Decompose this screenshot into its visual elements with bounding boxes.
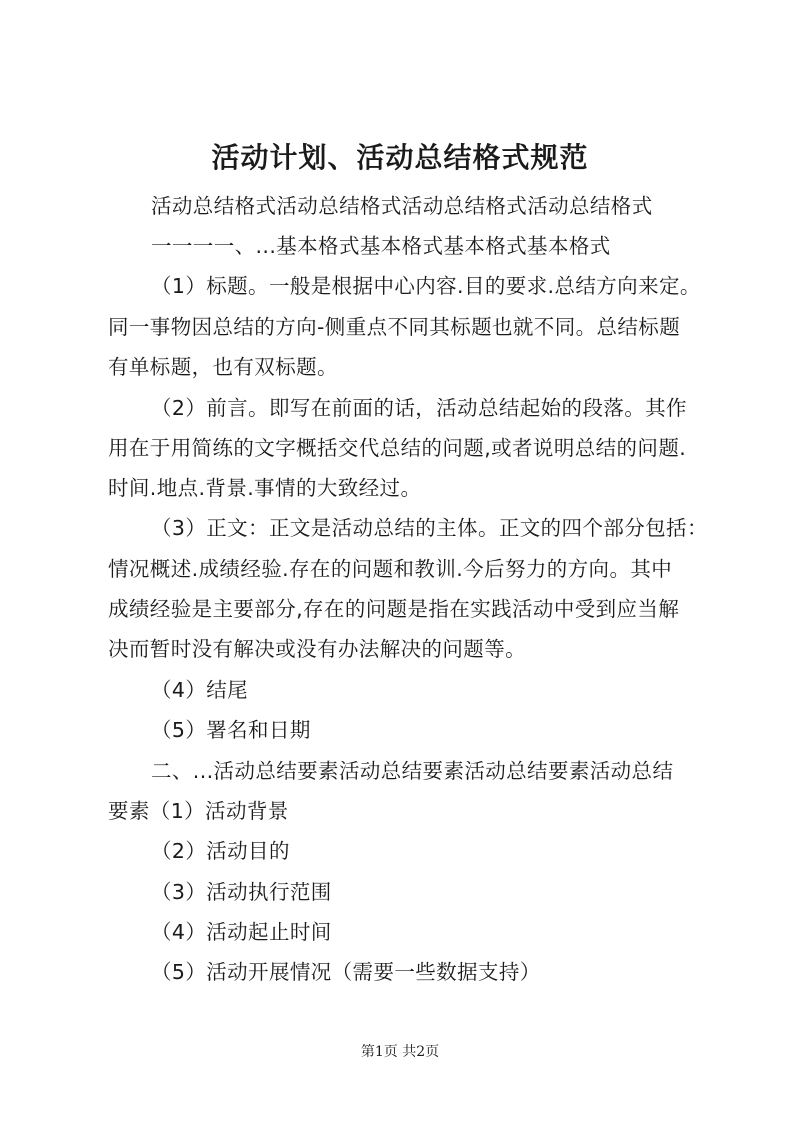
text-line: 二、...活动总结要素活动总结要素活动总结要素活动总结 bbox=[151, 759, 674, 783]
text-line: （3）正文：正文是活动总结的主体。正文的四个部分包括： bbox=[151, 516, 708, 540]
text-line: 决而暂时没有解决或没有办法解决的问题等。 bbox=[108, 637, 526, 661]
page-footer: 第1页 共2页 bbox=[360, 1044, 440, 1060]
text-line: 时间.地点.背景.事情的大致经过。 bbox=[108, 476, 422, 500]
text-line: （4）结尾 bbox=[151, 678, 249, 702]
text-line: （5）署名和日期 bbox=[151, 718, 311, 742]
text-line: 同一事物因总结的方向-侧重点不同其标题也就不同。总结标题 bbox=[108, 315, 681, 339]
text-line: （4）活动起止时间 bbox=[151, 920, 332, 944]
text-line: 要素（1）活动背景 bbox=[108, 799, 289, 823]
text-line: 成绩经验是主要部分,存在的问题是指在实践活动中受到应当解 bbox=[108, 597, 680, 621]
text-line: 活动总结格式活动总结格式活动总结格式活动总结格式 bbox=[151, 194, 653, 218]
text-line: （2）前言。即写在前面的话，活动总结起始的段落。其作 bbox=[151, 396, 687, 420]
text-line: （2）活动目的 bbox=[151, 839, 290, 863]
text-line: 一一一一、...基本格式基本格式基本格式基本格式 bbox=[151, 234, 611, 258]
text-line: 用在于用简练的文字概括交代总结的问题,或者说明总结的问题. bbox=[108, 436, 687, 460]
document-title: 活动计划、活动总结格式规范 bbox=[211, 141, 589, 174]
text-line: （5）活动开展情况（需要一些数据支持） bbox=[151, 960, 541, 984]
text-line: 情况概述.成绩经验.存在的问题和教训.今后努力的方向。其中 bbox=[108, 557, 673, 581]
text-line: （3）活动执行范围 bbox=[151, 880, 332, 904]
text-line: 有单标题，也有双标题。 bbox=[108, 355, 338, 379]
text-line: （1）标题。一般是根据中心内容.目的要求.总结方向来定。 bbox=[151, 274, 701, 298]
